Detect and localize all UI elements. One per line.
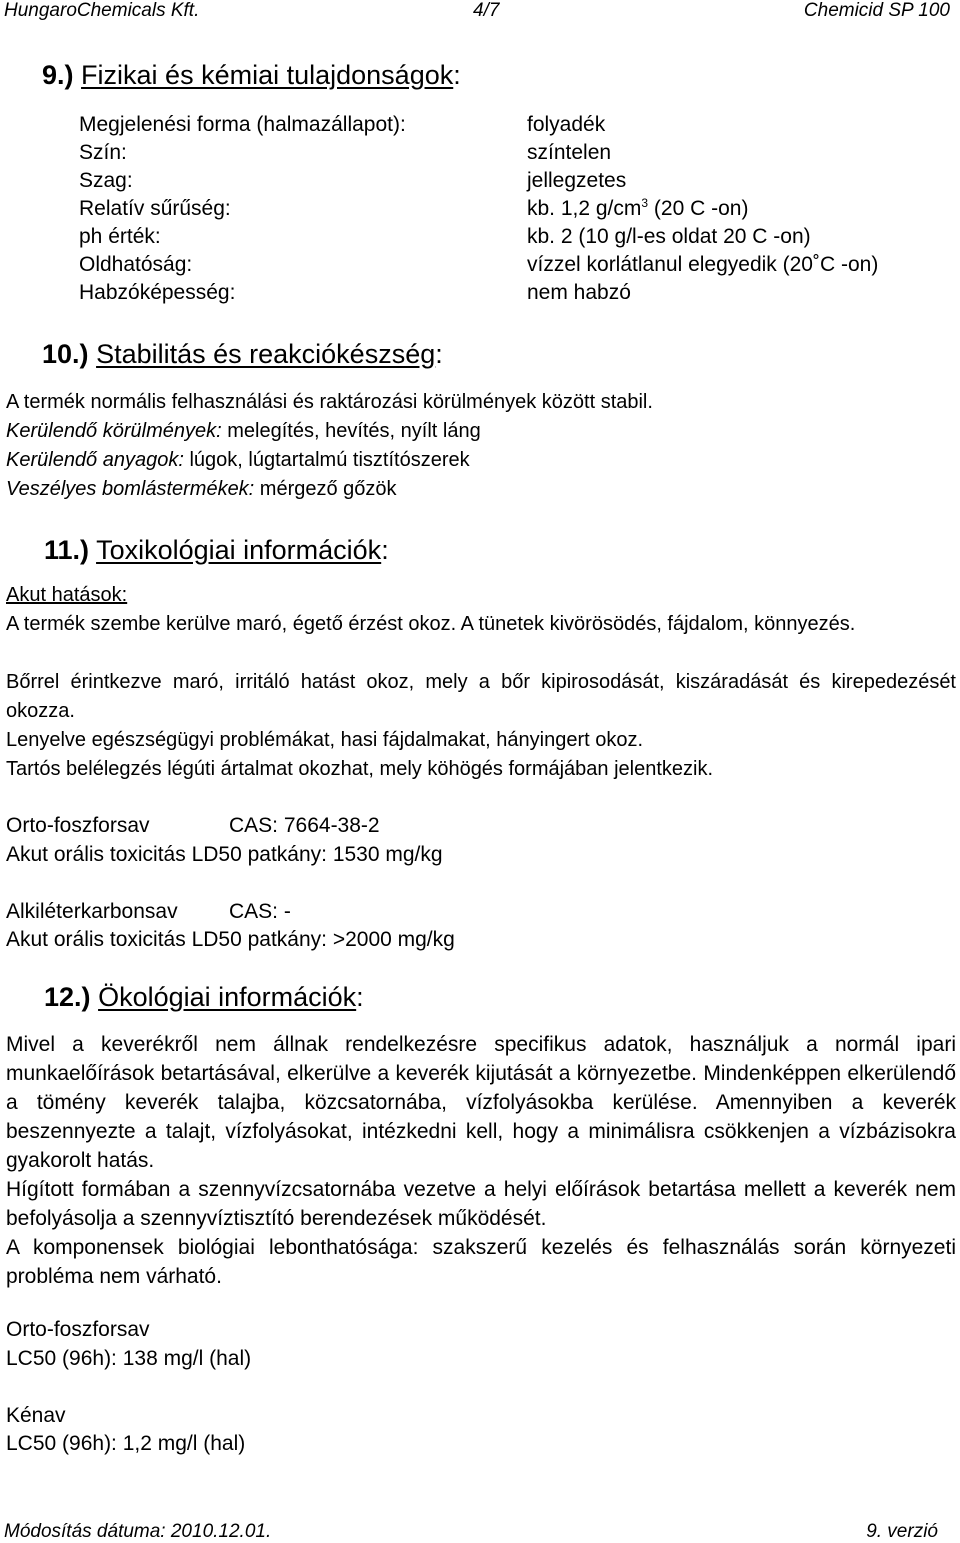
footer-revision-date: Módosítás dátuma: 2010.12.01. <box>4 1521 272 1542</box>
substance-1-toxicity: Akut orális toxicitás LD50 patkány: 1530 mg/kg <box>6 843 443 866</box>
header-company: HungaroChemicals Kft. <box>4 0 200 21</box>
ingestion-text: Lenyelve egészségügyi problémákat, hasi fájdalmakat, hányingert okoz. <box>6 729 644 751</box>
section-12-heading: 12.) Ökológiai információk: <box>44 982 364 1012</box>
property-value: jellegzetes <box>527 169 627 192</box>
section-10-title: Stabilitás és reakciókészség <box>96 339 436 369</box>
section-10-number: 10. <box>42 339 80 369</box>
section-12-number: 12. <box>44 982 82 1012</box>
eco-substance-2-lc50: LC50 (96h): 1,2 mg/l (hal) <box>6 1432 246 1455</box>
property-values <box>527 111 878 307</box>
ecology-paragraph-3: A komponensek biológiai lebonthatósága: szakszerű kezelés és felhasználás során környezeti probléma nem várható. <box>6 1236 956 1288</box>
property-labels <box>79 111 406 307</box>
substance-1-cas: CAS: 7664-38-2 <box>229 814 380 837</box>
section-9-title: Fizikai és kémiai tulajdonságok <box>81 60 454 90</box>
acute-effects-subtitle: Akut hatások: <box>6 584 128 606</box>
section-12-title: Ökológiai információk <box>98 982 357 1012</box>
stability-statement: A termék normális felhasználási és raktározási körülmények között stabil. <box>6 391 653 413</box>
eco-substance-1-lc50: LC50 (96h): 138 mg/l (hal) <box>6 1347 252 1370</box>
stability-text <box>6 388 653 504</box>
section-11-title: Toxikológiai információk <box>96 535 382 565</box>
property-value: kb. 2 (10 g/l-es oldat 20 C -on) <box>527 225 811 248</box>
eco-substance-2-name: Kénav <box>6 1404 66 1427</box>
section-11-number: 11. <box>44 535 81 565</box>
substance-2-cas: CAS: - <box>229 900 291 923</box>
skin-contact-text: Bőrrel érintkezve maró, irritáló hatást okoz, mely a bőr kipirosodását, kiszáradását és kirepedezését okozza. <box>6 671 956 722</box>
ecology-paragraph-1: Mivel a keverékről nem állnak rendelkezésre specifikus adatok, használjuk a normál ipari munkaelőírások betartásával, elkerülve a keverék kijutását a környezetbe. Mindenképpen elkerülendő a tömény keverék talajba, közcsatornába, vízfolyásokba kerülése. Amennyiben a keverék beszennyezte a talajt, vízfolyásokat, intézkedni kell, hogy a minimálisra csökkenjen a vízbázisokra gyakorolt hatás. <box>6 1033 956 1172</box>
section-9-number: 9. <box>42 60 65 90</box>
property-value: kb. 1,2 $g/cm^3$ (20 C -on) <box>527 196 749 220</box>
footer-version: 9. verzió <box>866 1521 938 1542</box>
eye-contact-text: A termék szembe kerülve maró, égető érzést okoz. A tünetek kivörösödés, fájdalom, könnyezés. <box>6 613 856 635</box>
property-label: Oldhatóság: <box>79 253 193 276</box>
property-label: Habzóképesség: <box>79 281 236 304</box>
ecology-paragraph-2: Hígított formában a szennyvízcsatornába vezetve a helyi előírások betartása mellett a keverék nem befolyásolja a szennyvíztisztító berendezések működését. <box>6 1178 956 1230</box>
inhalation-text: Tartós belélegzés légúti ártalmat okozhat, mely köhögés formájában jelentkezik. <box>6 758 714 780</box>
substance-2-name: Alkiléterkarbonsav <box>6 900 178 923</box>
conditions-to-avoid: Kerülendő körülmények: melegítés, hevítés, nyílt láng <box>6 420 481 442</box>
section-9-heading: 9.) Fizikai és kémiai tulajdonságok: <box>42 60 461 90</box>
header-page-number: 4/7 <box>473 0 500 21</box>
property-label: Relatív sűrűség: <box>79 197 231 220</box>
property-label: ph érték: <box>79 225 161 248</box>
substance-1-name: Orto-foszforsav <box>6 814 150 837</box>
property-value: folyadék <box>527 113 606 136</box>
header-product: Chemicid SP 100 <box>803 0 950 21</box>
property-value: nem habzó <box>527 281 631 304</box>
property-label: Szín: <box>79 141 127 164</box>
property-label: Megjelenési forma (halmazállapot): <box>79 113 406 136</box>
property-value: színtelen <box>527 141 612 164</box>
hazardous-decomposition: Veszélyes bomlástermékek: mérgező gőzök <box>6 478 397 500</box>
substance-2-toxicity: Akut orális toxicitás LD50 patkány: >2000 mg/kg <box>6 928 455 951</box>
property-label: Szag: <box>79 169 133 192</box>
property-value: vízzel korlátlanul elegyedik (20˚C -on) <box>527 253 879 276</box>
materials-to-avoid: Kerülendő anyagok: lúgok, lúgtartalmú tisztítószerek <box>6 449 470 471</box>
section-11-heading: 11.) Toxikológiai információk: <box>44 535 389 565</box>
eco-substance-1-name: Orto-foszforsav <box>6 1318 150 1341</box>
section-10-heading: 10.) Stabilitás és reakciókészség: <box>42 339 443 369</box>
